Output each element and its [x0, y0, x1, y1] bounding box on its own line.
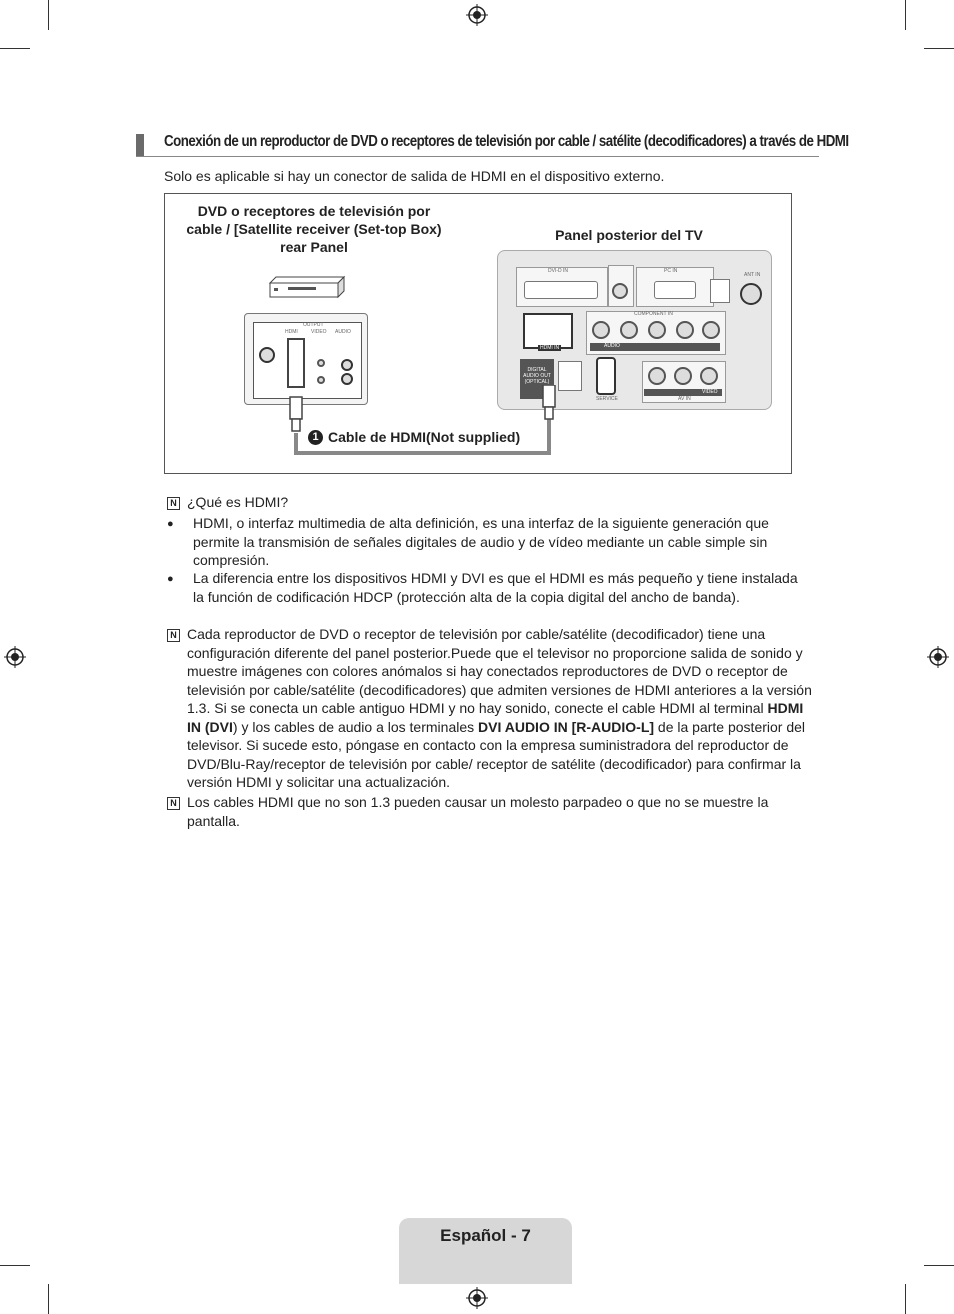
hdmi-cable	[280, 385, 570, 460]
crop-mark	[924, 1265, 954, 1266]
section-heading: Conexión de un reproductor de DVD o receptores de televisión por cable / satélite (decodificadores) a través de HDMI	[164, 133, 849, 150]
intro-text: Solo es aplicable si hay un conector de salida de HDMI en el dispositivo externo.	[164, 168, 665, 184]
dvd-hdmi-label: HDMI	[285, 329, 298, 335]
tv-av-video-jack	[700, 367, 718, 385]
registration-mark-icon	[466, 4, 488, 26]
tv-audio-label: AUDIO	[604, 343, 620, 349]
note-hdmi-version	[187, 625, 813, 792]
tv-hdmi-port	[523, 313, 573, 349]
tv-optical-label: DIGITAL AUDIO OUT (OPTICAL)	[523, 367, 551, 385]
dvd-title-line: rear Panel	[280, 239, 348, 255]
crop-mark	[48, 1284, 49, 1314]
heading-marker	[136, 134, 144, 156]
crop-mark	[924, 48, 954, 49]
terminal-name: DVI AUDIO IN [R-AUDIO-L]	[478, 718, 655, 735]
tv-panel-title: Panel posterior del TV	[555, 227, 703, 243]
registration-mark-icon	[927, 646, 949, 668]
bullet-icon: ●	[167, 573, 174, 585]
tv-component-label: COMPONENT IN	[634, 311, 673, 317]
crop-mark	[905, 0, 906, 30]
page-number: Español - 7	[440, 1226, 531, 1245]
tv-component-jack	[702, 321, 720, 339]
tv-dvi-label: DVI-D IN	[548, 268, 568, 274]
tv-pc-port	[654, 281, 696, 299]
dvd-output-label: OUTPUT	[303, 322, 324, 328]
bullet-hdmi-vs-dvi: La diferencia entre los dispositivos HDMI y DVI es que el HDMI es más pequeño y tiene instalada la función de codificación HDCP (protección alta de la copia digital del ancho de banda).	[193, 570, 798, 605]
crop-mark	[905, 1284, 906, 1314]
tv-headphone-port	[710, 279, 730, 303]
dvd-player-icon	[268, 275, 348, 299]
tv-service-port	[596, 357, 616, 395]
note-text: de la parte posterior del televisor. Si sucede esto, póngase en contacto con la empresa suministradora del reproductor de DVD/Blu-Ray/receptor de televisión por cable/ receptor de satélite (decodificador) para confirmar la versión HDMI y solicitar una actualización.	[187, 718, 806, 790]
note-icon: N	[167, 797, 180, 810]
registration-mark-icon	[4, 646, 26, 668]
tv-av-audio-jack	[674, 367, 692, 385]
dvd-coax-jack	[259, 347, 275, 363]
dvd-title-line: cable / [Satellite receiver (Set-top Box)	[186, 221, 442, 237]
dvd-panel-title	[170, 202, 458, 256]
dvd-video-jack	[317, 376, 325, 384]
note-icon: N	[167, 497, 180, 510]
tv-av-audio-jack	[648, 367, 666, 385]
dvd-video-label: VIDEO	[311, 329, 327, 335]
dvd-audio-jack	[341, 373, 353, 385]
tv-service-label: SERVICE	[596, 396, 618, 402]
tv-component-jack	[676, 321, 694, 339]
bullet-icon: ●	[167, 518, 174, 530]
dvd-video-jack	[317, 359, 325, 367]
tv-component-jack	[620, 321, 638, 339]
tv-video-label: VIDEO	[702, 389, 718, 395]
terminal-name: HDMI IN (DVI	[187, 700, 804, 735]
tv-dvi-port	[524, 281, 598, 299]
cable-label: Cable de HDMI(Not supplied)	[328, 429, 521, 445]
dvd-title-line: DVD o receptores de televisión por	[197, 203, 431, 219]
heading-rule	[136, 156, 819, 157]
note-icon: N	[167, 629, 180, 642]
registration-mark-icon	[466, 1287, 488, 1309]
crop-mark	[0, 48, 30, 49]
note-text: ) y los cables de audio a los terminales	[232, 718, 479, 735]
note-text: Cada reproductor de DVD o receptor de televisión por cable/satélite (decodificador) tiene una configuración diferente del panel posterior.Puede que el televisor no proporcione salida de sonido y muestre imágenes con colores anómalos si hay conectados reproductores de DVD o receptor de televisión por cable/satélite (decodificadores) que admiten versiones de HDMI anteriores a la versión 1.3. Si se conecta un cable antiguo HDMI y no hay sonido, conecte el cable HDMI al terminal	[187, 626, 812, 716]
dvd-hdmi-port	[287, 338, 305, 388]
tv-component-jack	[592, 321, 610, 339]
crop-mark	[48, 0, 49, 30]
dvd-audio-jack	[341, 359, 353, 371]
tv-ant-label: ANT IN	[744, 272, 761, 278]
note-what-is-hdmi: ¿Qué es HDMI?	[187, 494, 289, 510]
cable-number-badge: 1	[308, 430, 323, 445]
tv-component-jack	[648, 321, 666, 339]
tv-hdmi-label: HDMI IN	[540, 345, 560, 351]
dvd-audio-label: AUDIO	[335, 329, 351, 335]
tv-dvi-audio-jack	[612, 283, 628, 299]
crop-mark	[0, 1265, 30, 1266]
bullet-hdmi-definition: HDMI, o interfaz multimedia de alta definición, es una interfaz de la siguiente generación que permite la transmisión de señales digitales de audio y de vídeo mediante un cable simple sin compresión.	[193, 515, 769, 568]
tv-antenna-jack	[740, 283, 762, 305]
tv-pc-label: PC IN	[664, 268, 678, 274]
note-non-1-3-cables: Los cables HDMI que no son 1.3 pueden causar un molesto parpadeo o que no se muestre la pantalla.	[187, 794, 769, 829]
tv-av-in-label: AV IN	[678, 396, 691, 402]
